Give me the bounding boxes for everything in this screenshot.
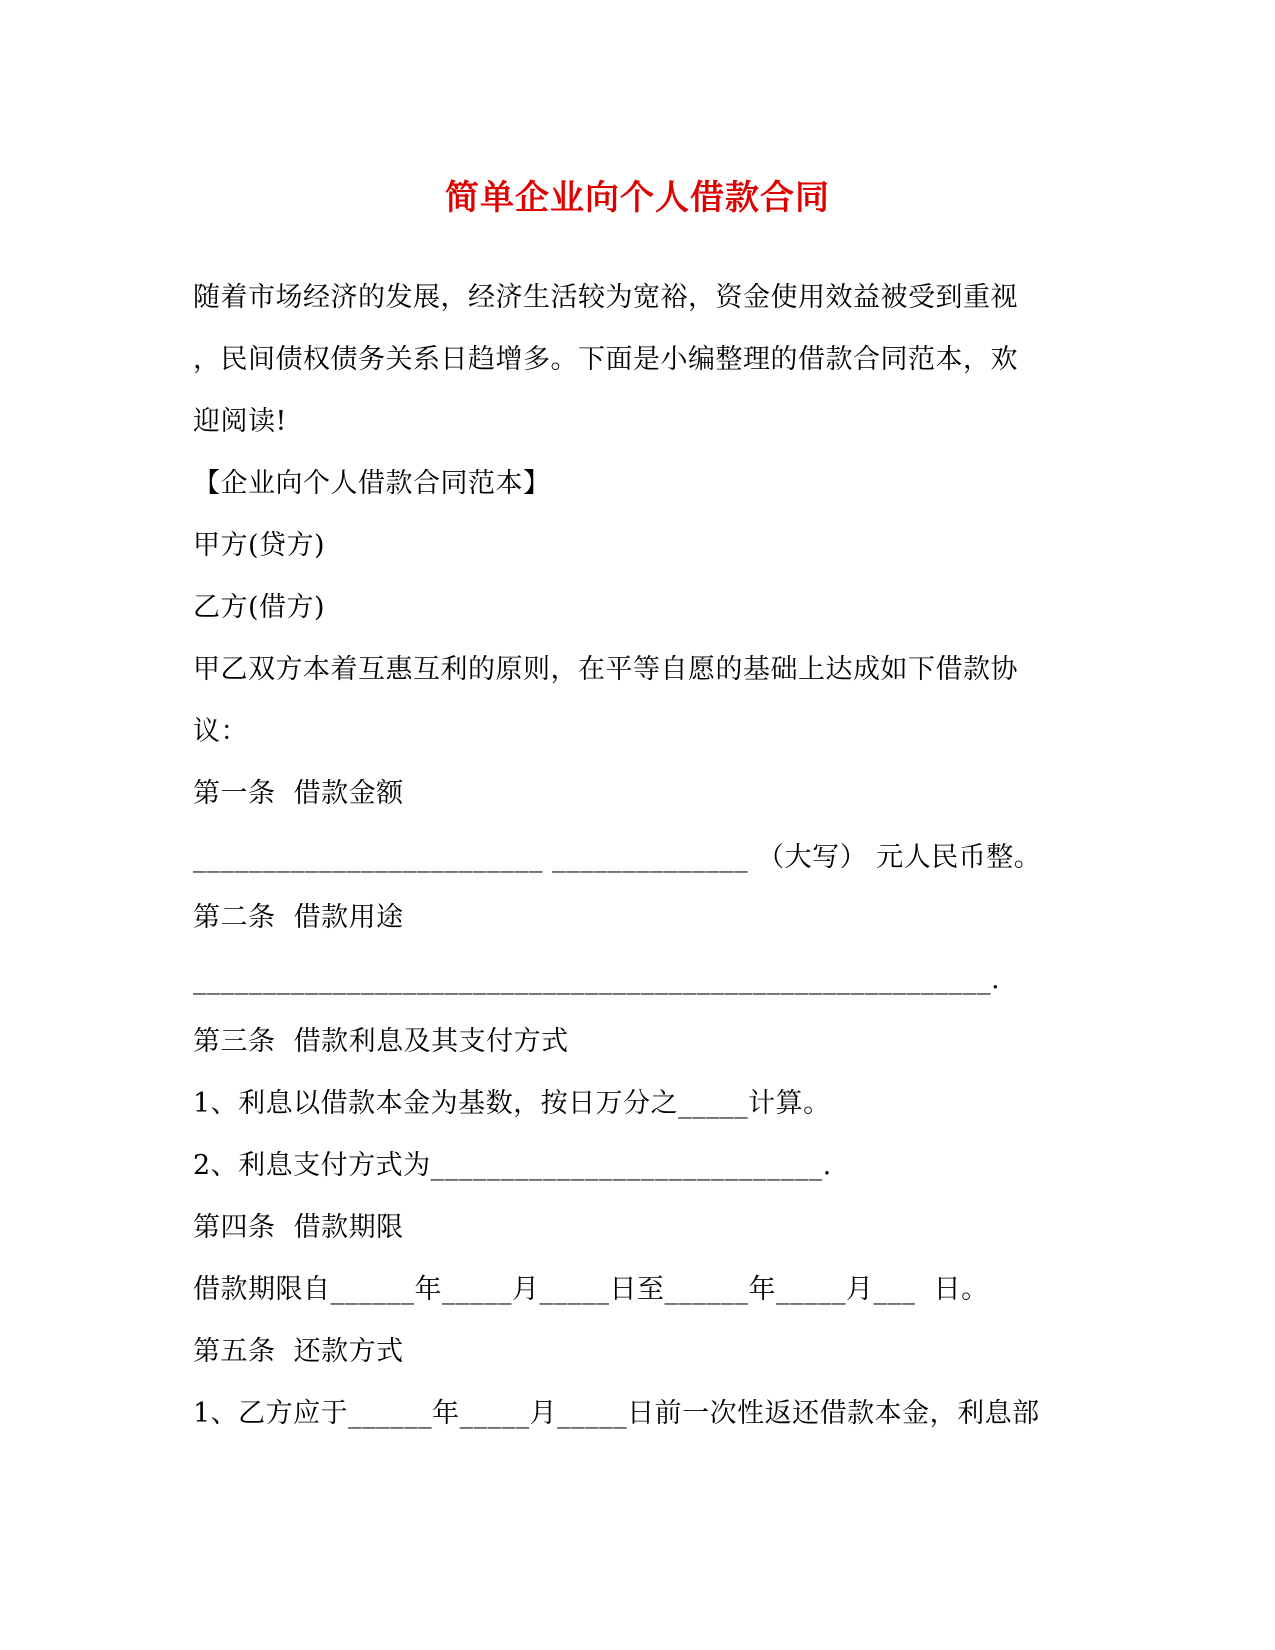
article-3-heading: 第三条 借款利息及其支付方式 [193, 1026, 569, 1057]
agreement-line-1: 甲乙双方本着互惠互利的原则，在平等自愿的基础上达成如下借款协 [193, 654, 1018, 685]
article-2-heading: 第二条 借款用途 [193, 902, 404, 933]
party-b: 乙方(借方) [193, 592, 326, 623]
article-2-purpose: _________________________________________________________. [193, 964, 1001, 995]
article-3-item-1: 1、利息以借款本金为基数，按日万分之_____计算。 [193, 1088, 831, 1119]
agreement-line-2: 议： [193, 716, 248, 747]
section-heading: 【企业向个人借款合同范本】 [193, 468, 551, 499]
intro-line-1: 随着市场经济的发展，经济生活较为宽裕，资金使用效益被受到重视 [193, 282, 1018, 313]
article-1-heading: 第一条 借款金额 [193, 778, 404, 809]
intro-line-3: 迎阅读! [193, 406, 287, 437]
article-1-amount: _________________________ ______________ （大写） 元人民币整。 [193, 842, 1042, 873]
article-5-heading: 第五条 还款方式 [193, 1336, 404, 1367]
article-4-term: 借款期限自______年_____月_____日至______年_____月___ 日。 [193, 1274, 989, 1305]
article-4-heading: 第四条 借款期限 [193, 1212, 404, 1243]
intro-line-2: ，民间债权债务关系日趋增多。下面是小编整理的借款合同范本，欢 [193, 344, 1018, 375]
article-5-item-1: 1、乙方应于______年_____月_____日前一次性返还借款本金，利息部 [193, 1398, 1040, 1429]
party-a: 甲方(贷方) [193, 530, 326, 561]
article-3-item-2: 2、利息支付方式为____________________________. [193, 1150, 832, 1181]
document-title: 简单企业向个人借款合同 [445, 178, 830, 218]
